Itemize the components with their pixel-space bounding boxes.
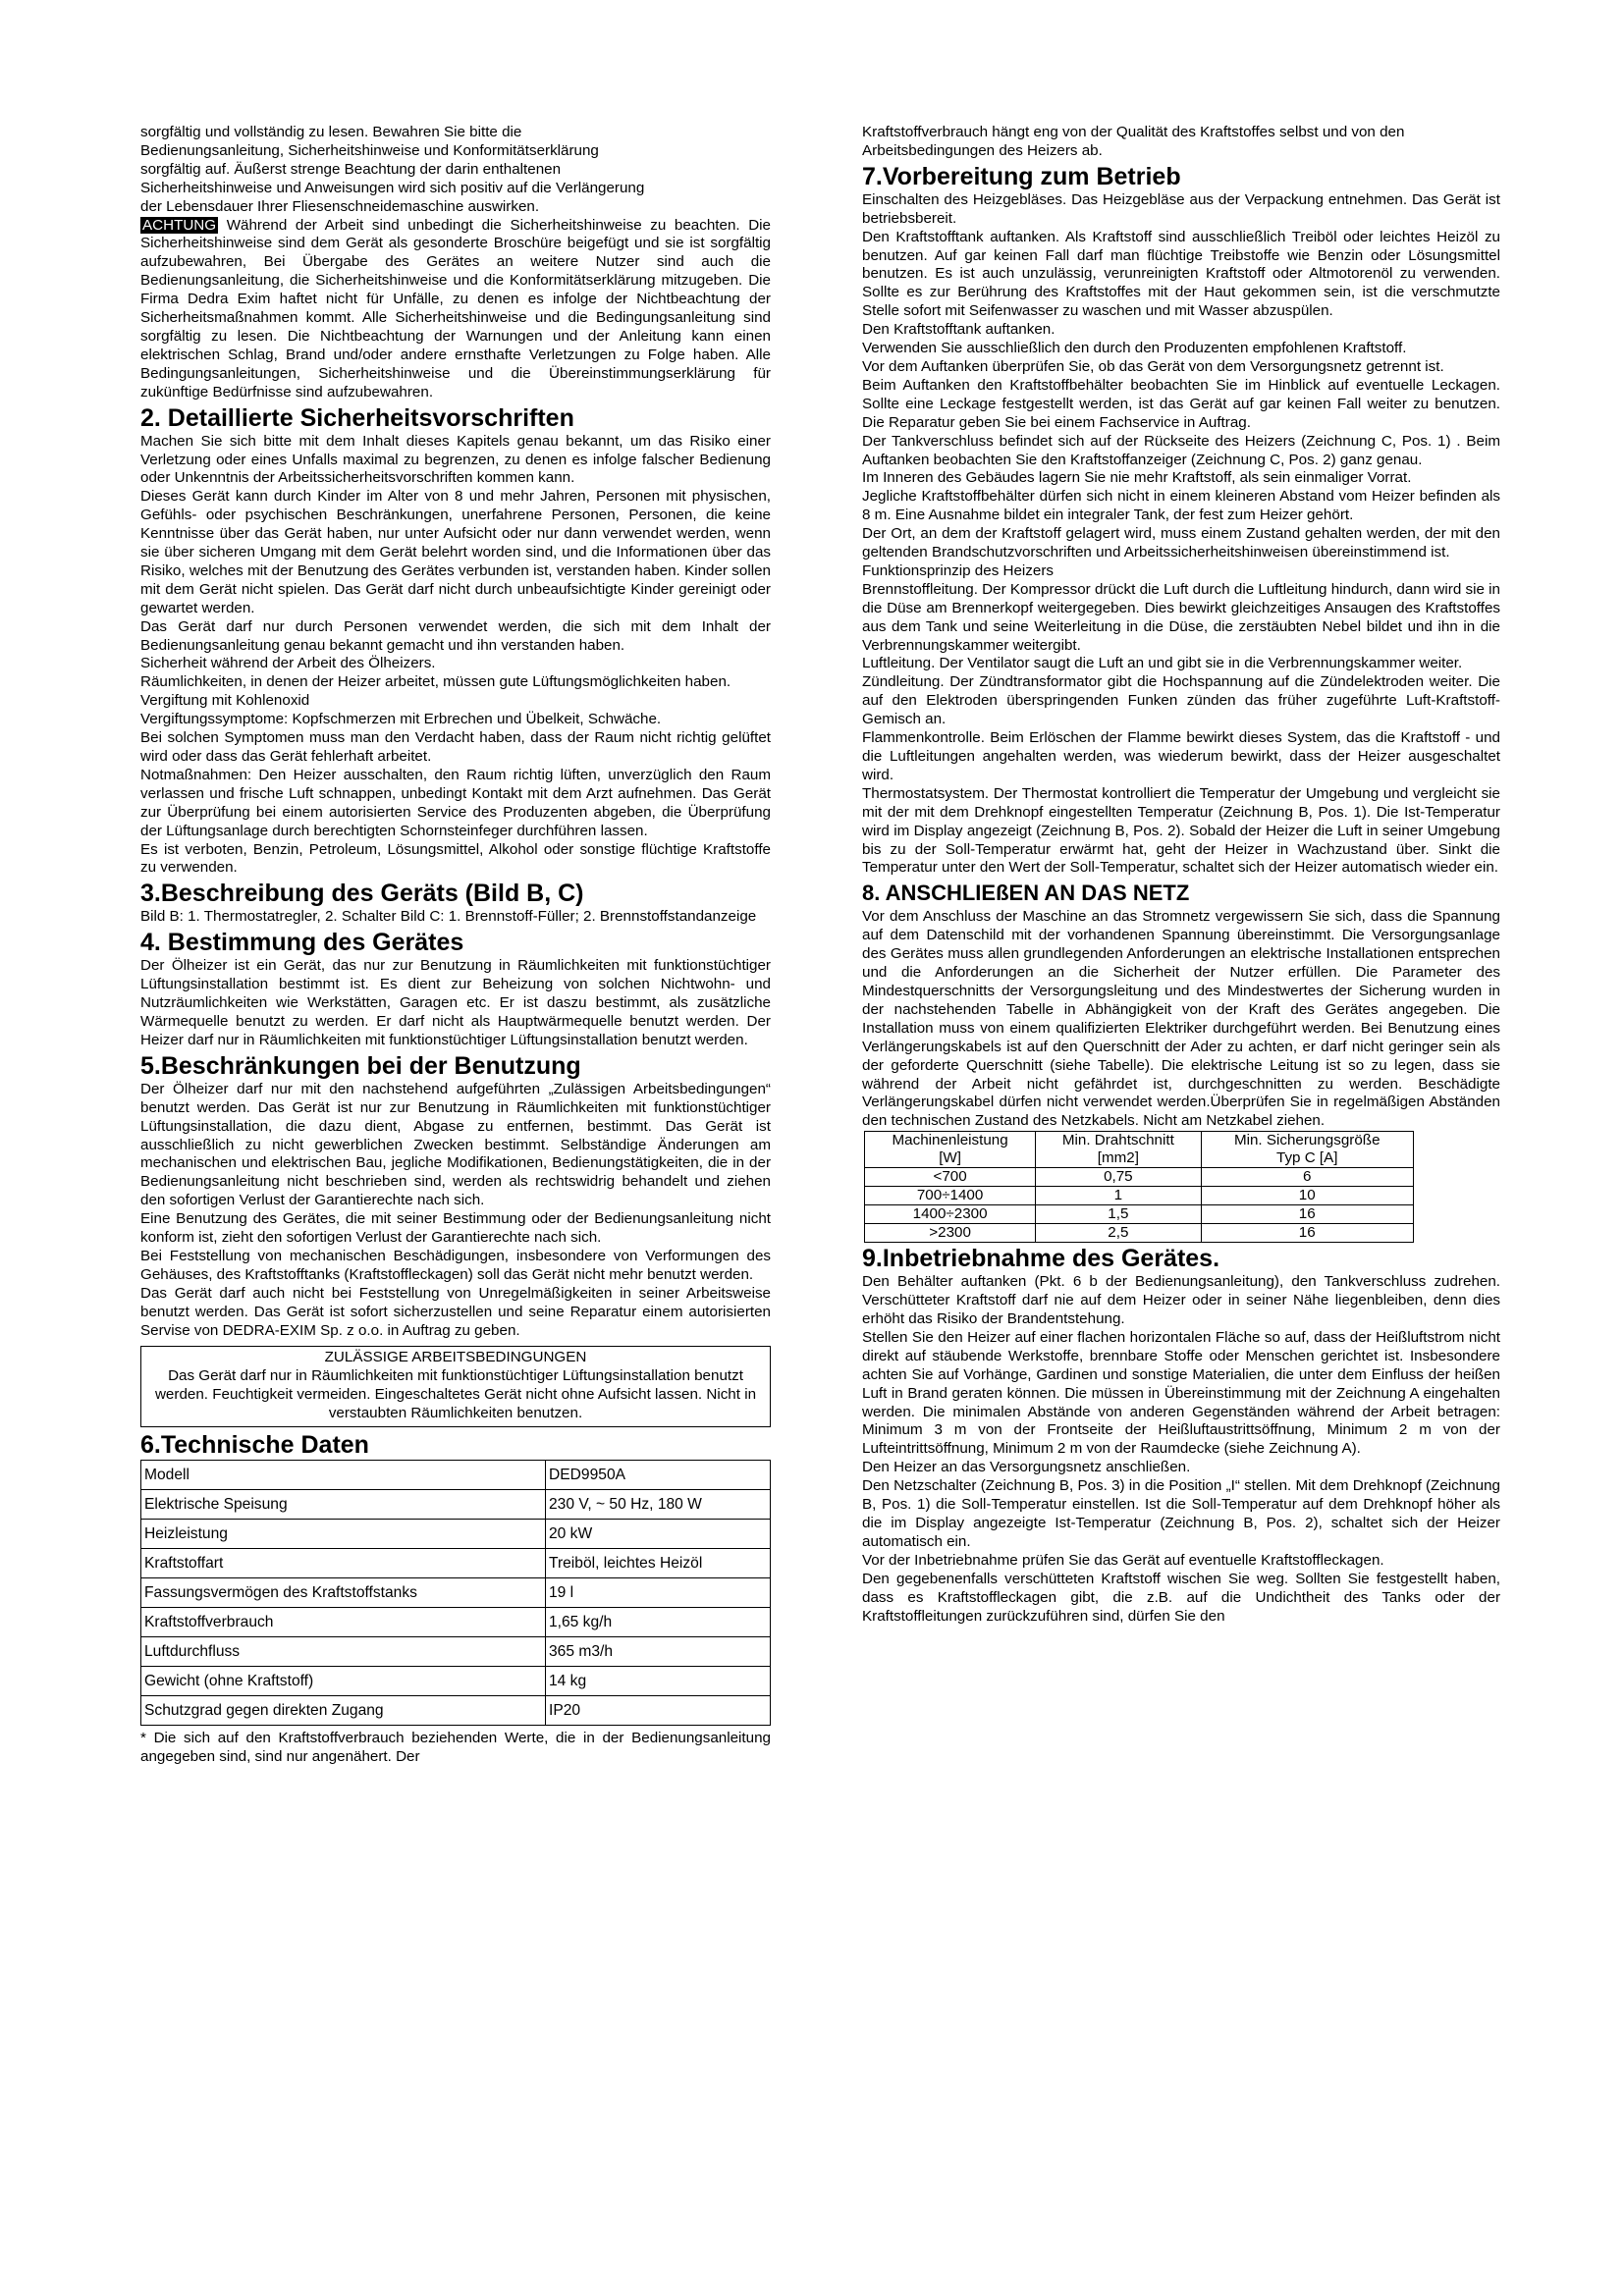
spec-value: 230 V, ~ 50 Hz, 180 W [546, 1490, 771, 1520]
paragraph: Brennstoffleitung. Der Kompressor drückt die Luft durch die Luftleitung hindurch, dann wird sie in die Düse am Brennerkopf weitergegeben. Dies bewirkt gleichzeitiges Ansaugen des Kraftstoffes aus dem Tank und seine Weiterleitung in die Düse, die zerstäubten Nebel bildet und ihn in die Verbrennungskammer weitergibt. [862, 580, 1500, 654]
spec-label: Kraftstoffverbrauch [141, 1608, 546, 1637]
paragraph: Machen Sie sich bitte mit dem Inhalt dieses Kapitels genau bekannt, um das Risiko einer Verletzung oder eines Unfalls maximal zu begrenzen, zu denen es infolge falscher Bedienung oder Unkenntnis der Arbeitssicherheitsvorschriften kommen kann. [140, 432, 771, 487]
section-7-heading: 7.Vorbereitung zum Betrieb [862, 162, 1181, 190]
section-2-body [140, 433, 771, 879]
spec-label: Fassungsvermögen des Kraftstoffstanks [141, 1578, 546, 1608]
technical-data-table [140, 1460, 771, 1726]
paragraph: Den Heizer an das Versorgungsnetz anschließen. [862, 1459, 1191, 1476]
intro-line: der Lebensdauer Ihrer Fliesenschneidemaschine auswirken. [140, 197, 540, 215]
paragraph: Zündleitung. Der Zündtransformator gibt die Hochspannung auf die Zündelektroden weiter. Die auf den Elektroden überspringenden Funken zünden das früher zugeführte Luft-Kraftstoff-Gemisch an. [862, 673, 1500, 728]
spec-label: Heizleistung [141, 1520, 546, 1549]
table-header-row [865, 1132, 1414, 1168]
table-row [141, 1490, 771, 1520]
intro-line: Bedienungsanleitung, Sicherheitshinweise und Konformitätserklärung [140, 141, 599, 159]
section-9-heading: 9.Inbetriebnahme des Gerätes. [862, 1245, 1220, 1273]
section-5-heading: 5.Beschränkungen bei der Benutzung [140, 1051, 581, 1080]
spec-label: Schutzgrad gegen direkten Zugang [141, 1696, 546, 1726]
paragraph: Stellen Sie den Heizer auf einer flachen horizontalen Fläche so auf, dass der Heißluftstrom nicht direkt auf stäubende Werkstoffe, brennbare Stoffe oder Menschen gerichtet ist. Insbesondere achten Sie auf Vorhänge, Gardinen und sonstige Materialien, die unter dem Einfluss der heißen Luft in Brand geraten können. Die müssen in Übereinstimmung mit der Zeichnung A eingehalten werden. Die minimalen Abstände von anderen Gegenständen während der Arbeit betragen: Minimum 3 m von der Frontseite der Heißluftaustrittsöffnung, Minimum 2 m von der Lufteintrittsöffnung, Minimum 2 m von der Raumdecke (siehe Zeichnung A). [862, 1328, 1500, 1458]
table-row [141, 1667, 771, 1696]
table-row [141, 1578, 771, 1608]
section-7-body [862, 191, 1500, 879]
spec-value: IP20 [546, 1696, 771, 1726]
table-row [141, 1549, 771, 1578]
paragraph: Vor dem Anschluss der Maschine an das Stromnetz vergewissern Sie sich, dass die Spannung auf dem Datenschild mit der vorhandenen Spannung übereinstimmt. Die Versorgungsanlage des Gerätes muss allen grundlegenden Anforderungen an elektrische Installationen entsprechen und die Anforderungen an die Sicherheit der Nutzer erfüllen. Die Parameter des Mindestquerschnitts der Versorgungsleitung und des Mindestwertes der Sicherung wurden in der nachstehenden Tabelle in Abhängigkeit von der Kraft des Gerätes angegeben. Die Installation muss von einem qualifizierten Elektriker durchgeführt werden. Bei Benutzung eines Verlängerungskabels ist auf den Querschnitt der Ader zu achten, er darf nicht geringer sein als der geforderte Querschnitt (siehe Tabelle). Die elektrische Leitung ist so zu legen, dass sie während der Arbeit nicht gefährdet ist, durchgeschnitten zu werden. Beschädigte Verlängerungskabel dürfen nicht verwendet werden.Überprüfen Sie in regelmäßigen Abständen den technischen Zustand des Netzkabels. Nicht am Netzkabel ziehen. [862, 908, 1500, 1130]
table-cell: 1,5 [1036, 1205, 1201, 1224]
paragraph: Luftleitung. Der Ventilator saugt die Luft an und gibt sie in die Verbrennungskammer weiter. [862, 655, 1463, 672]
table-row [865, 1224, 1414, 1243]
right-column [862, 124, 1500, 1626]
spec-value: 14 kg [546, 1667, 771, 1696]
operating-conditions-box [140, 1346, 771, 1427]
paragraph: Flammenkontrolle. Beim Erlöschen der Flamme bewirkt dieses System, das die Kraftstoff - und die Luftleitungen angehalten werden, was wiederum bewirkt, dass der Heizer ausgeschaltet wird. [862, 729, 1500, 783]
spec-label: Elektrische Speisung [141, 1490, 546, 1520]
table-cell: 700÷1400 [865, 1187, 1036, 1205]
paragraph: Den Behälter auftanken (Pkt. 6 b der Bedienungsanleitung), den Tankverschluss zudrehen. Verschütteter Kraftstoff darf nie auf dem Heizer oder in seiner Nähe liegenbleiben, denn dies erhöht das Risiko der Brandentstehung. [862, 1273, 1500, 1328]
paragraph: Vergiftung mit Kohlenoxid [140, 692, 310, 710]
table-cell: 1400÷2300 [865, 1205, 1036, 1224]
warning-paragraph [140, 217, 771, 402]
section-8-heading: 8. ANSCHLIEßEN AN DAS NETZ [862, 881, 1190, 906]
table-cell: 2,5 [1036, 1224, 1201, 1243]
section-9-body [862, 1273, 1500, 1626]
paragraph: Bild B: 1. Thermostatregler, 2. Schalter Bild C: 1. Brennstoff-Füller; 2. Brennstoffstandanzeige [140, 908, 757, 926]
table-cell: <700 [865, 1168, 1036, 1187]
notice-title: ZULÄSSIGE ARBEITSBEDINGUNGEN [324, 1349, 587, 1366]
paragraph: Vor dem Auftanken überprüfen Sie, ob das Gerät von dem Versorgungsnetz getrennt ist. [862, 357, 1444, 375]
table-cell: 1 [1036, 1187, 1201, 1205]
paragraph: Kraftstoffverbrauch hängt eng von der Qualität des Kraftstoffes selbst und von den Arbeitsbedingungen des Heizers ab. [862, 124, 1405, 159]
paragraph: Den Kraftstofftank auftanken. [862, 321, 1056, 339]
spec-value: 365 m3/h [546, 1637, 771, 1667]
paragraph: Es ist verboten, Benzin, Petroleum, Lösungsmittel, Alkohol oder sonstige flüchtige Kraftstoffe zu verwenden. [140, 840, 771, 877]
table-row [865, 1168, 1414, 1187]
spec-label: Gewicht (ohne Kraftstoff) [141, 1667, 546, 1696]
paragraph: Bei Feststellung von mechanischen Beschädigungen, insbesondere von Verformungen des Gehäuses, des Kraftstofftanks (Kraftstoffleckagen) soll das Gerät nicht mehr benutzt werden. [140, 1247, 771, 1283]
spec-label: Kraftstoffart [141, 1549, 546, 1578]
warning-text: Während der Arbeit sind unbedingt die Sicherheitshinweise zu beachten. Die Sicherheitshinweise sind dem Gerät als gesonderte Broschüre beigefügt und sie ist sorgfältig aufzubewahren, Bei Übergabe des Gerätes an weitere Nutzer sind auch die Bedienungsanleitung, die Sicherheitshinweise und die Konformitätserklärung mitzugeben. Die Firma Dedra Exim haftet nicht für Unfälle, zu denen es infolge der Nichtbeachtung der Sicherheitsmaßnahmen kommt. Alle Sicherheitshinweise und die Bedingungsanleitung sind sorgfältig zu lesen. Die Nichtbeachtung der Warnungen und der Anleitung kann einen elektrischen Schlag, Brand und/oder andere ernsthafte Verletzungen zu Folge haben. Alle Bedingungsanleitungen, Sicherheitshinweise und die Übereinstimmungserklärung für zukünftige Bedürfnisse sind aufzubewahren. [140, 216, 771, 400]
paragraph: Der Ölheizer ist ein Gerät, das nur zur Benutzung in Räumlichkeiten mit funktionstüchtiger Lüftungsinstallation bestimmt ist. Es dient zur Beheizung von solchen Nichtwohn- und Nutzräumlichkeiten wie Werkstätten, Garagen etc. Er ist daszu bestimmt, als zusätzliche Wärmequelle benutzt zu werden. Er darf nicht als Hauptwärmequelle benutzt werden. Der Heizer darf nur in Räumlichkeiten mit funktionstüchtiger Lüftungsinstallation benutzt werden. [140, 957, 771, 1048]
table-cell: 10 [1201, 1187, 1414, 1205]
section-3-heading: 3.Beschreibung des Geräts (Bild B, C) [140, 880, 584, 908]
table-cell: 16 [1201, 1224, 1414, 1243]
footnote: * Die sich auf den Kraftstoffverbrauch beziehenden Werte, die in der Bedienungsanleitung angegeben sind, sind nur angenähert. Der [140, 1730, 771, 1765]
spec-value: DED9950A [546, 1461, 771, 1490]
notice-text: Das Gerät darf nur in Räumlichkeiten mit funktionstüchtiger Lüftungsinstallation benutzt werden. Feuchtigkeit vermeiden. Eingeschaltetes Gerät nicht ohne Aufsicht lassen. Nicht in verstaubten Räumlichkeiten benutzen. [154, 1367, 757, 1422]
intro-line: sorgfältig auf. Äußerst strenge Beachtung der darin enthaltenen [140, 160, 562, 178]
spec-value: 1,65 kg/h [546, 1608, 771, 1637]
intro-line: sorgfältig und vollständig zu lesen. Bewahren Sie bitte die [140, 124, 522, 140]
section-6-heading: 6.Technische Daten [140, 1431, 369, 1460]
paragraph: Vor der Inbetriebnahme prüfen Sie das Gerät auf eventuelle Kraftstoffleckagen. [862, 1551, 1384, 1569]
power-supply-table [864, 1131, 1414, 1243]
table-row [141, 1637, 771, 1667]
paragraph: Eine Benutzung des Gerätes, die mit seiner Bestimmung oder der Bedienungsanleitung nicht konform ist, zieht den sofortigen Verlust der Garantierechte nach sich. [140, 1210, 771, 1247]
paragraph: Vergiftungssymptome: Kopfschmerzen mit Erbrechen und Übelkeit, Schwäche. [140, 711, 662, 728]
paragraph: Verwenden Sie ausschließlich den durch den Produzenten empfohlenen Kraftstoff. [862, 340, 1407, 357]
column-header: Min. Drahtschnitt [mm2] [1036, 1132, 1201, 1168]
paragraph: Notmaßnahmen: Den Heizer ausschalten, den Raum richtig lüften, unverzüglich den Raum verlassen und frische Luft schnappen, unbedingt Kontakt mit dem Arzt aufnehmen. Das Gerät zur Überprüfung bei einem autorisierten Service des Produzenten abgeben, die Überprüfung der Lüftungsanlage durch berechtigten Schornsteinfeger durchführen lassen. [140, 766, 771, 839]
table-row [865, 1187, 1414, 1205]
table-row [865, 1205, 1414, 1224]
warning-label: ACHTUNG [142, 216, 217, 234]
table-row [141, 1608, 771, 1637]
table-cell: 16 [1201, 1205, 1414, 1224]
paragraph: Sicherheit während der Arbeit des Ölheizers. [140, 655, 436, 672]
paragraph: Den Netzschalter (Zeichnung B, Pos. 3) in die Position „I“ stellen. Mit dem Drehknopf (Zeichnung B, Pos. 1) die Soll-Temperatur einstellen. Ist die Soll-Temperatur auf dem Drehknopf höher als die im Display angezeigte Ist-Temperatur (Zeichnung B, Pos. 2), schaltet sich der Heizer automatisch ein. [862, 1477, 1500, 1550]
section-5-body [140, 1081, 771, 1341]
paragraph: Beim Auftanken den Kraftstoffbehälter beobachten Sie im Hinblick auf eventuelle Leckagen. Sollte eine Leckage festgestellt werden, ist das Gerät auf gar keinen Fall weiter zu benutzen. Die Reparatur geben Sie bei einem Fachservice in Auftrag. [862, 376, 1500, 431]
intro-block [140, 124, 771, 217]
paragraph: Der Ölheizer darf nur mit den nachstehend aufgeführten „Zulässigen Arbeitsbedingungen“ benutzt werden. Das Gerät ist nur zur Benutzung in Räumlichkeiten mit funktionstüchtiger Lüftungsinstallation, die dazu dient, Abgase zu entfernen, bestimmt. Das Gerät ist ausschließlich zu nicht gewerblichen Zwecken bestimmt. Selbständige Änderungen am mechanischen und elektrischen Bau, jegliche Modifikationen, Bedienungstätigkeiten, die in der Bedienungsanleitung nicht beschrieben sind, werden als rechtswidrig behandelt und ziehen den sofortigen Verlust der Garantierechte nach sich. [140, 1080, 771, 1209]
paragraph: Den gegebenenfalls verschütteten Kraftstoff wischen Sie weg. Sollten Sie festgestellt haben, dass es Kraftstoffleckagen gibt, die z.B. auf die Undichtheit des Tanks oder der Kraftstoffleitungen zurückzuführen sind, dürfen Sie den [862, 1570, 1500, 1625]
paragraph: Bei solchen Symptomen muss man den Verdacht haben, dass der Raum nicht richtig gelüftet wird oder dass das Gerät fehlerhaft arbeitet. [140, 729, 771, 765]
left-column [140, 124, 771, 1767]
paragraph: Thermostatsystem. Der Thermostat kontrolliert die Temperatur der Umgebung und vergleicht sie mit der mit dem Drehknopf eingestellten Temperatur (Zeichnung B, Pos. 1). Die Ist-Temperatur wird im Display angezeigt (Zeichnung B, Pos. 2). Sobald der Heizer die Luft in seiner Umgebung bis zu der Soll-Temperatur erwärmt hat, geht der Heizer in Wachzustand über. Sinkt die Temperatur unter den Wert der Soll-Temperatur, schaltet sich der Heizer automatisch wieder ein. [862, 784, 1500, 877]
column-header: Machinenleistung [W] [865, 1132, 1036, 1168]
table-row [141, 1520, 771, 1549]
table-row [141, 1696, 771, 1726]
paragraph: Räumlichkeiten, in denen der Heizer arbeitet, müssen gute Lüftungsmöglichkeiten haben. [140, 673, 731, 691]
spec-value: Treiböl, leichtes Heizöl [546, 1549, 771, 1578]
table-cell: >2300 [865, 1224, 1036, 1243]
table-row [141, 1461, 771, 1490]
table-cell: 0,75 [1036, 1168, 1201, 1187]
paragraph: Das Gerät darf auch nicht bei Feststellung von Unregelmäßigkeiten in seiner Arbeitsweise benutzt werden. Das Gerät ist sofort sicherzustellen und seine Reparatur einem autorisierten Servise von DEDRA-EXIM Sp. z o.o. in Auftrag zu geben. [140, 1284, 771, 1339]
section-4-heading: 4. Bestimmung des Gerätes [140, 929, 464, 957]
spec-value: 19 l [546, 1578, 771, 1608]
paragraph: Der Tankverschluss befindet sich auf der Rückseite des Heizers (Zeichnung C, Pos. 1) . Beim Auftanken beobachten Sie den Kraftstoffanzeiger (Zeichnung C, Pos. 2) ganz genau. [862, 432, 1500, 468]
paragraph: Dieses Gerät kann durch Kinder im Alter von 8 und mehr Jahren, Personen mit physischen, Gefühls- oder psychischen Beschränkungen, unerfahrene Personen, Personen, die keine Kenntnisse über das Gerät haben, nur unter Aufsicht oder nur dann verwendet werden, wenn sie über sicheren Umgang mit dem Gerät belehrt worden sind, und die Informationen über das Risiko, welches mit der Benutzung des Gerätes verbunden ist, verstanden haben. Kinder sollen mit dem Gerät nicht spielen. Das Gerät darf nicht durch unbeaufsichtigte Kinder gereinigt oder gewartet werden. [140, 488, 771, 616]
spec-value: 20 kW [546, 1520, 771, 1549]
spec-label: Luftdurchfluss [141, 1637, 546, 1667]
intro-line: Sicherheitshinweise und Anweisungen wird sich positiv auf die Verlängerung [140, 179, 645, 196]
paragraph: Einschalten des Heizgebläses. Das Heizgebläse aus der Verpackung entnehmen. Das Gerät ist betriebsbereit. [862, 190, 1500, 227]
paragraph: Funktionsprinzip des Heizers [862, 561, 1054, 579]
section-2-heading: 2. Detaillierte Sicherheitsvorschriften [140, 403, 574, 432]
paragraph: Jegliche Kraftstoffbehälter dürfen sich nicht in einem kleineren Abstand vom Heizer befinden als 8 m. Eine Ausnahme bildet ein integraler Tank, der fest zum Heizer gehört. [862, 488, 1500, 524]
paragraph: Im Inneren des Gebäudes lagern Sie nie mehr Kraftstoff, als sein einmaliger Vorrat. [862, 469, 1412, 487]
paragraph: Der Ort, an dem der Kraftstoff gelagert wird, muss einem Zustand gehalten werden, der mit den geltenden Brandschutzvorschriften und Arbeitssicherheitshinweisen übereinstimmend ist. [862, 525, 1500, 561]
column-header: Min. Sicherungsgröße Typ C [A] [1201, 1132, 1414, 1168]
table-cell: 6 [1201, 1168, 1414, 1187]
paragraph: Das Gerät darf nur durch Personen verwendet werden, die sich mit dem Inhalt der Bedienungsanleitung genau bekannt gemacht und ihn verstanden haben. [140, 617, 771, 654]
paragraph: Den Kraftstofftank auftanken. Als Kraftstoff sind ausschließlich Treiböl oder leichtes Heizöl zu benutzen. Auf gar keinen Fall darf man flüchtige Treibstoffe wie Benzin oder Lösungsmittel benutzen. Es ist auch unzulässig, verunreinigten Kraftstoff oder Altmotorenöl zu verwenden. Sollte es zur Berührung des Kraftstoffes mit der Haut gekommen sein, ist die verschmutzte Stelle sofort mit Seifenwasser zu waschen und mit Wasser abzuspülen. [862, 228, 1500, 320]
spec-label: Modell [141, 1461, 546, 1490]
